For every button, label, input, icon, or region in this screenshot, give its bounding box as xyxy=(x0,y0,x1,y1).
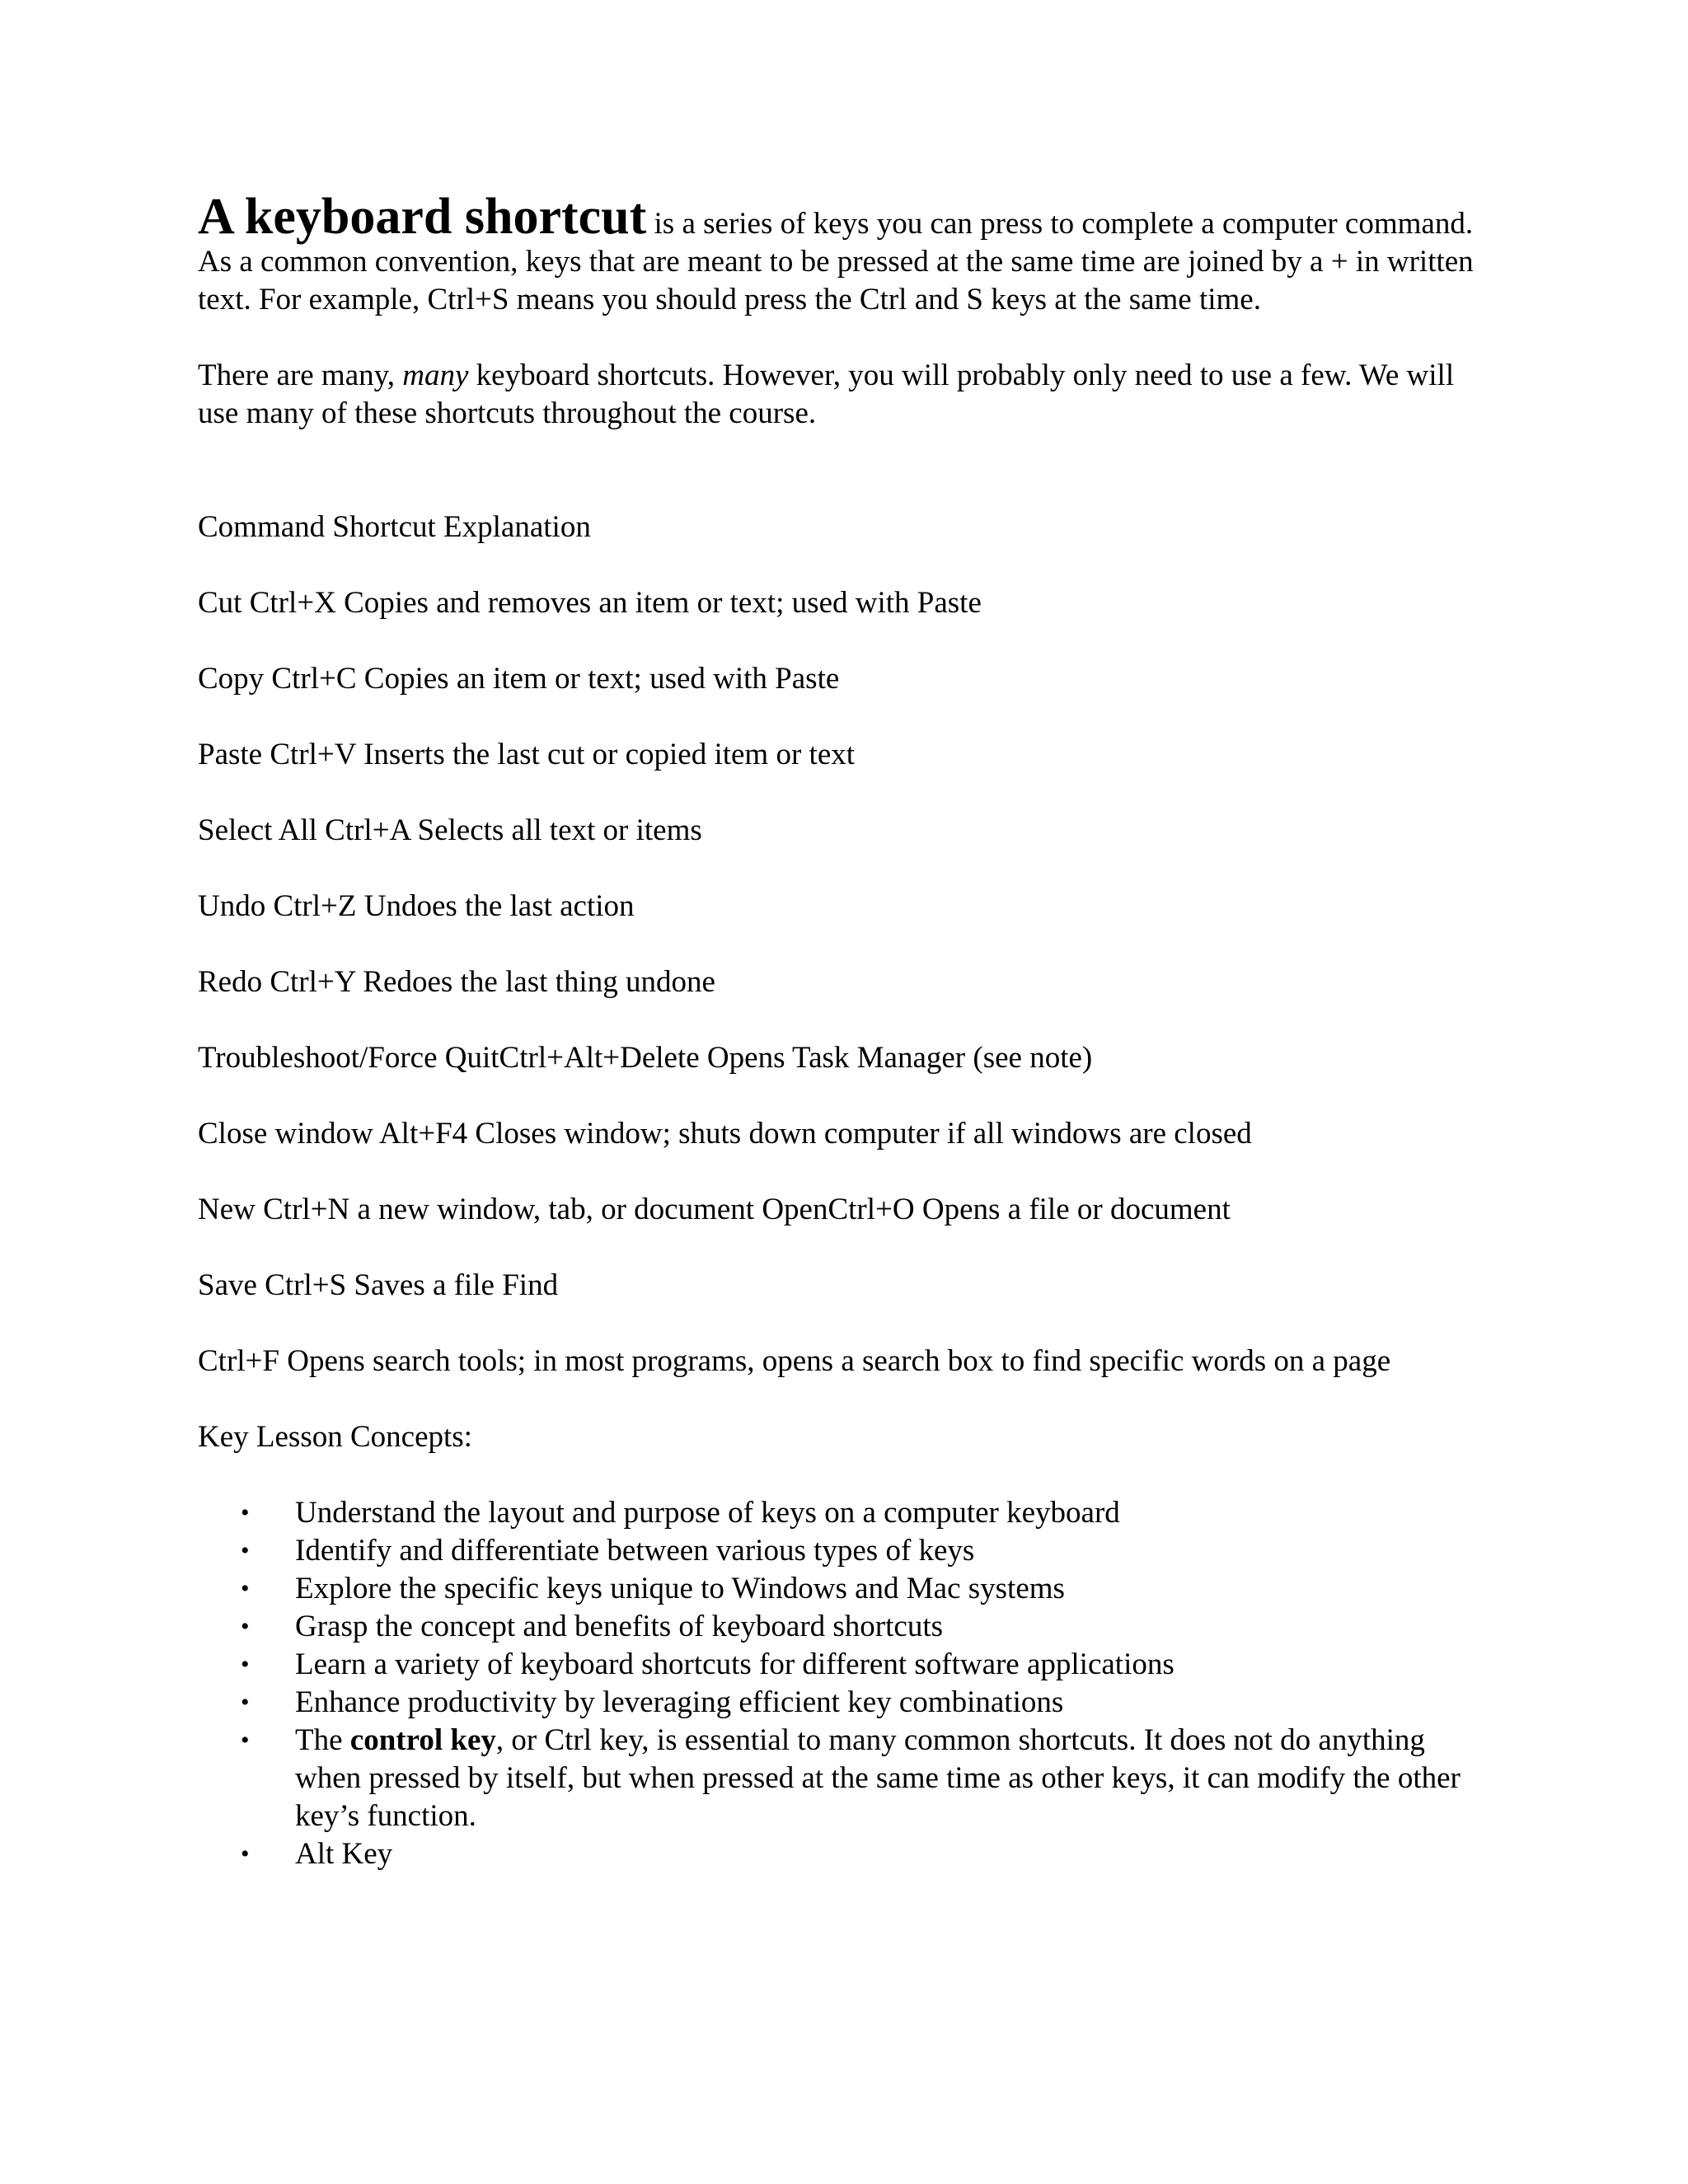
list-item-text: Understand the layout and purpose of keys on a computer keyboard xyxy=(295,1496,1120,1530)
bullet-icon: • xyxy=(241,1575,250,1602)
list-item-text: Identify and differentiate between various types of keys xyxy=(295,1534,975,1568)
document-page xyxy=(198,189,1484,1873)
bullet-icon: • xyxy=(241,1651,250,1678)
table-line-select-all: Select All Ctrl+A Selects all text or items xyxy=(198,813,702,847)
para2-after: keyboard shortcuts. However, you will probably only need to use a few. We will use many of these shortcuts throughout the course. xyxy=(198,359,1455,430)
list-item xyxy=(198,1646,1484,1684)
bullet-icon: • xyxy=(241,1613,250,1640)
bullet-icon: • xyxy=(241,1689,250,1716)
para2-before: There are many, xyxy=(198,359,403,392)
list-item-text: Explore the specific keys unique to Windows and Mac systems xyxy=(295,1572,1065,1605)
table-line-cut: Cut Ctrl+X Copies and removes an item or text; used with Paste xyxy=(198,586,982,620)
shortcut-table xyxy=(198,509,1484,1380)
list-item-control-key xyxy=(198,1722,1484,1835)
bullet-icon: • xyxy=(241,1840,250,1868)
table-header-line: Command Shortcut Explanation xyxy=(198,510,591,544)
bullet-icon: • xyxy=(241,1727,250,1754)
table-line-new-open: New Ctrl+N a new window, tab, or document OpenCtrl+O Opens a file or document xyxy=(198,1193,1231,1226)
para2-emphasis: many xyxy=(402,359,469,392)
list-item xyxy=(198,1494,1484,1532)
list-item xyxy=(198,1532,1484,1570)
list-item-text: Grasp the concept and benefits of keyboard shortcuts xyxy=(295,1610,943,1643)
table-line-paste: Paste Ctrl+V Inserts the last cut or copied item or text xyxy=(198,738,856,771)
list-item-text: Learn a variety of keyboard shortcuts for different software applications xyxy=(295,1647,1175,1681)
table-line-force-quit: Troubleshoot/Force QuitCtrl+Alt+Delete Opens Task Manager (see note) xyxy=(198,1041,1093,1075)
bullet-icon: • xyxy=(241,1537,250,1564)
concepts-title: Key Lesson Concepts: xyxy=(198,1420,472,1454)
list-item-text: Enhance productivity by leveraging efficient key combinations xyxy=(295,1685,1064,1719)
table-line-find: Ctrl+F Opens search tools; in most programs, opens a search box to find specific words on a page xyxy=(198,1344,1391,1378)
table-line-save-find: Save Ctrl+S Saves a file Find xyxy=(198,1268,559,1302)
list-item xyxy=(198,1684,1484,1722)
table-line-redo: Redo Ctrl+Y Redoes the last thing undone xyxy=(198,965,715,999)
bullet-icon: • xyxy=(241,1499,250,1526)
lead-term: A keyboard shortcut xyxy=(198,189,647,245)
list-item xyxy=(198,1570,1484,1608)
table-line-undo: Undo Ctrl+Z Undoes the last action xyxy=(198,889,635,923)
control-after: , or Ctrl key, is essential to many common shortcuts. It does not do anything when pressed by itself, but when pressed at the same time as other keys, it can modify the other key’s function. xyxy=(295,1723,1461,1833)
list-item xyxy=(198,1608,1484,1646)
intro-text: is a series of keys you can press to complete a computer command. As a common convention, keys that are meant to be pressed at the same time are joined by a + in written text. For example, Ctrl+S means you should press the Ctrl and S keys at the same time. xyxy=(198,207,1474,316)
control-before: The xyxy=(295,1723,350,1757)
list-item-alt-key xyxy=(198,1835,1484,1873)
table-line-copy: Copy Ctrl+C Copies an item or text; used with Paste xyxy=(198,662,840,696)
table-line-close-window: Close window Alt+F4 Closes window; shuts down computer if all windows are closed xyxy=(198,1117,1252,1151)
concepts-list xyxy=(198,1494,1484,1873)
shortcuts-paragraph xyxy=(198,357,1484,433)
intro-paragraph xyxy=(198,189,1484,319)
control-key-term: control key xyxy=(349,1723,496,1757)
list-item-text: Alt Key xyxy=(295,1837,393,1871)
